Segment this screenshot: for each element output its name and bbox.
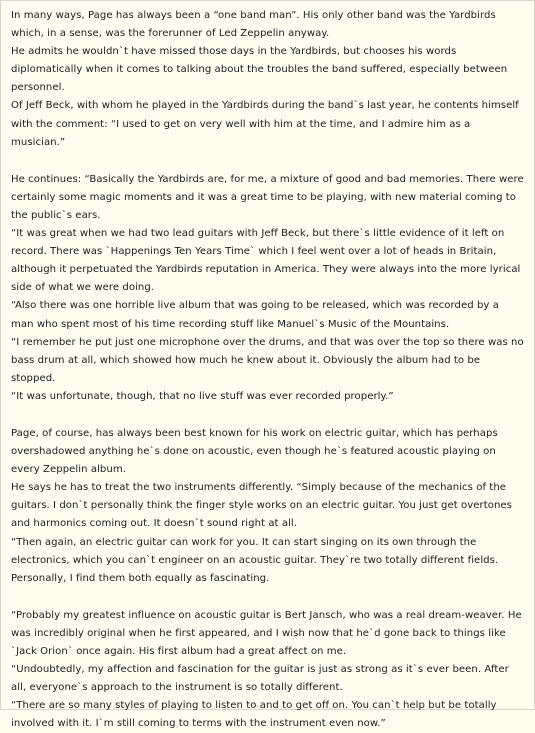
paragraph: He continues: “Basically the Yardbirds are, for me, a mixture of good and bad memories. There were certainly some magic moments and it was a great time to be playing, with new material coming to the public`s ears. [11, 173, 524, 221]
paragraph: “It was unfortunate, though, that no live stuff was ever recorded properly.” [11, 390, 394, 402]
paragraph: “Then again, an electric guitar can work for you. It can start singing on its own through the electronics, which you can`t engineer on an acoustic guitar. They`re two totally different fields. Personally, I find them both equally as fascinating. [11, 536, 499, 584]
paragraph: Of Jeff Beck, with whom he played in the Yardbirds during the band`s last year, he contents himself with the comment: “I used to get on very well with him at the time, and I admire him as a musician.” [11, 100, 519, 148]
paragraph: He says he has to treat the two instruments differently. “Simply because of the mechanics of the guitars. I don`t personally think the finger style works on an electric guitar. You just get overtones and harmonics coming out. It doesn`t sound right at all. [11, 482, 512, 530]
paragraph: “It was great when we had two lead guitars with Jeff Beck, but there`s little evidence of it left on record. There was `Happenings Ten Years Time` which I feel went over a lot of heads in Britain, although it perpetuated the Yardbirds reputation in America. They were always into the more lyrical side of what we were doing. [11, 228, 521, 294]
text-section [11, 425, 524, 588]
paragraph: In many ways, Page has always been a “one band man”. His only other band was the Yardbirds which, in a sense, was the forerunner of Led Zeppelin anyway. [11, 10, 496, 40]
paragraph: “Also there was one horrible live album that was going to be released, which was recorded by a man who spent most of his time recording stuff like Manuel`s Music of the Mountains. [11, 300, 499, 330]
paragraph: “I remember he put just one microphone over the drums, and that was over the top so there was no bass drum at all, which showed how much he knew about it. Obviously the album had to be stopped. [11, 336, 524, 384]
paragraph: “Undoubtedly, my affection and fascination for the guitar is just as strong as it`s ever been. After all, everyone`s approach to the instrument is so totally different. [11, 664, 509, 694]
paragraph: “Probably my greatest influence on acoustic guitar is Bert Jansch, who was a real dream-weaver. He was incredibly original when he first appeared, and I wish now that he`d gone back to things like `Jack Orion` once again. His first album had a great affect on me. [11, 609, 522, 657]
text-section [11, 607, 524, 733]
text-section [11, 7, 524, 152]
paragraph: He admits he wouldn`t have missed those days in the Yardbirds, but chooses his words diplomatically when it comes to talking about the troubles the band suffered, especially between personnel. [11, 46, 508, 94]
paragraph: Page, of course, has always been best known for his work on electric guitar, which has perhaps overshadowed anything he`s done on acoustic, even though he`s featured acoustic playing on every Zeppelin album. [11, 427, 498, 476]
paragraph: “There are so many styles of playing to listen to and to get off on. You can`t help but be totally involved with it. I`m still coming to terms with the instrument even now.” [11, 700, 497, 730]
text-section [11, 171, 524, 406]
